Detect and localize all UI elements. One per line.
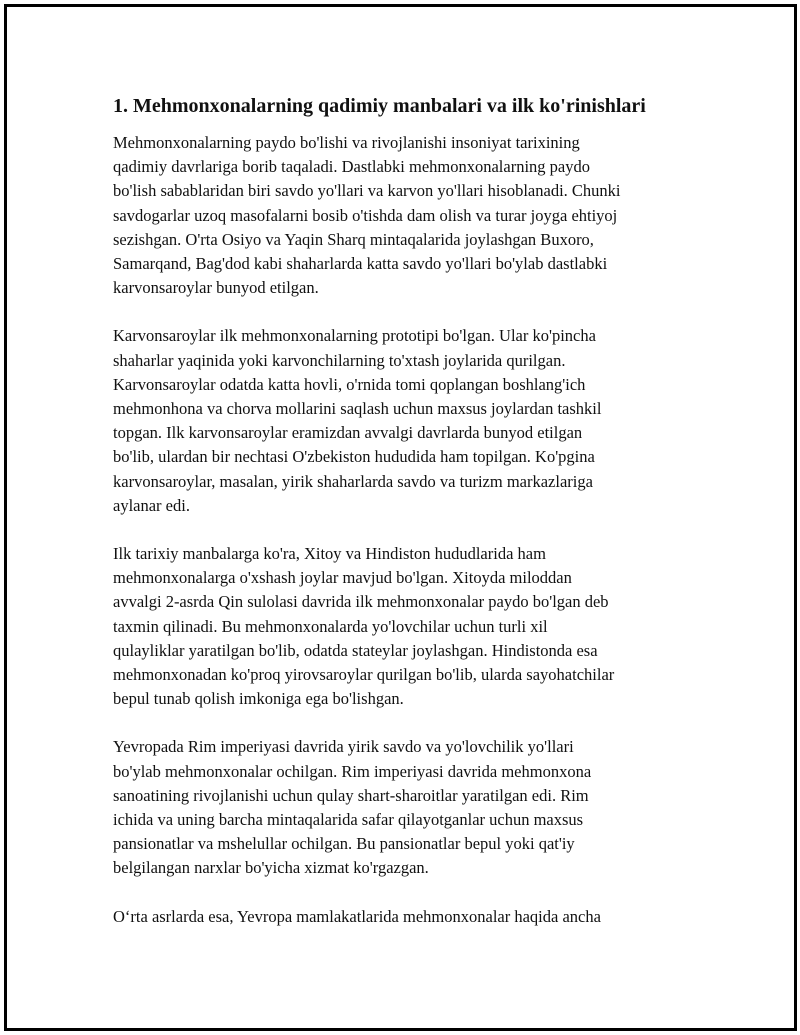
text-line: belgilangan narxlar bo'yicha xizmat ko'rgazgan. [113,858,429,878]
text-line: bo'ylab mehmonxonalar ochilgan. Rim imperiyasi davrida mehmonxona [113,761,592,781]
text-line: karvonsaroylar, masalan, yirik shaharlarda savdo va turizm markazlariga [113,471,593,491]
text-line: mehmonxonadan ko'proq yirovsaroylar qurilgan bo'lib, ularda sayohatchilar [113,665,615,685]
paragraph-3 [113,542,693,711]
text-line: karvonsaroylar bunyod etilgan. [113,278,319,298]
text-line: sanoatining rivojlanishi uchun qulay shart-sharoitlar yaratilgan edi. Rim [113,785,589,805]
text-line: ichida va uning barcha mintaqalarida safar qilayotganlar uchun maxsus [113,810,584,830]
text-line: mehmonhona va chorva mollarini saqlash uchun maxsus joylardan tashkil [113,399,602,419]
text-line: O‘rta asrlarda esa, Yevropa mamlakatlarida mehmonxonalar haqida ancha [113,906,601,926]
text-line: aylanar edi. [113,495,190,515]
paragraph-4 [113,735,693,880]
text-line: bo'lish sabablaridan biri savdo yo'llari va karvon yo'llari hisoblanadi. Chunki [113,181,621,201]
document-body [113,92,693,953]
text-line: taxmin qilinadi. Bu mehmonxonalarda yo'lovchilar uchun turli xil [113,616,548,636]
section-heading: 1. Mehmonxonalarning qadimiy manbalari va ilk ko'rinishlari [113,95,646,117]
text-line: shaharlar yaqinida yoki karvonchilarning to'xtash joylarida qurilgan. [113,350,566,370]
text-line: avvalgi 2-asrda Qin sulolasi davrida ilk mehmonxonalar paydo bo'lgan deb [113,592,609,612]
text-line: sezishgan. O'rta Osiyo va Yaqin Sharq mintaqalarida joylashgan Buxoro, [113,229,594,249]
text-line: topgan. Ilk karvonsaroylar eramizdan avvalgi davrlarda bunyod etilgan [113,423,583,443]
text-line: bo'lib, ulardan bir nechtasi O'zbekiston hududida ham topilgan. Ko'pgina [113,447,595,467]
text-line: bepul tunab qolish imkoniga ega bo'lishgan. [113,689,404,709]
text-line: Mehmonxonalarning paydo bo'lishi va rivojlanishi insoniyat tarixining [113,133,580,152]
text-line: Samarqand, Bag'dod kabi shaharlarda katta savdo yo'llari bo'ylab dastlabki [113,254,608,274]
text-line: Yevropada Rim imperiyasi davrida yirik savdo va yo'lovchilik yo'llari [113,737,574,757]
text-line: pansionatlar va mshelullar ochilgan. Bu pansionatlar bepul yoki qat'iy [113,834,575,854]
text-line: Ilk tarixiy manbalarga ko'ra, Xitoy va Hindiston hududlarida ham [113,544,546,564]
text-line: mehmonxonalarga o'xshash joylar mavjud bo'lgan. Xitoyda miloddan [113,568,572,588]
paragraph-1 [113,131,693,300]
text-line: qadimiy davrlariga borib taqaladi. Dastlabki mehmonxonalarning paydo [113,157,590,177]
text-line: Karvonsaroylar ilk mehmonxonalarning prototipi bo'lgan. Ular ko'pincha [113,326,596,346]
paragraph-2 [113,324,693,518]
text-line: savdogarlar uzoq masofalarni bosib o'tishda dam olish va turar joyga ehtiyoj [113,205,618,225]
text-line: Karvonsaroylar odatda katta hovli, o'rnida tomi qoplangan boshlang'ich [113,374,586,394]
text-line: qulayliklar yaratilgan bo'lib, odatda stateylar joylashgan. Hindistonda esa [113,640,598,660]
paragraph-5 [113,905,693,929]
